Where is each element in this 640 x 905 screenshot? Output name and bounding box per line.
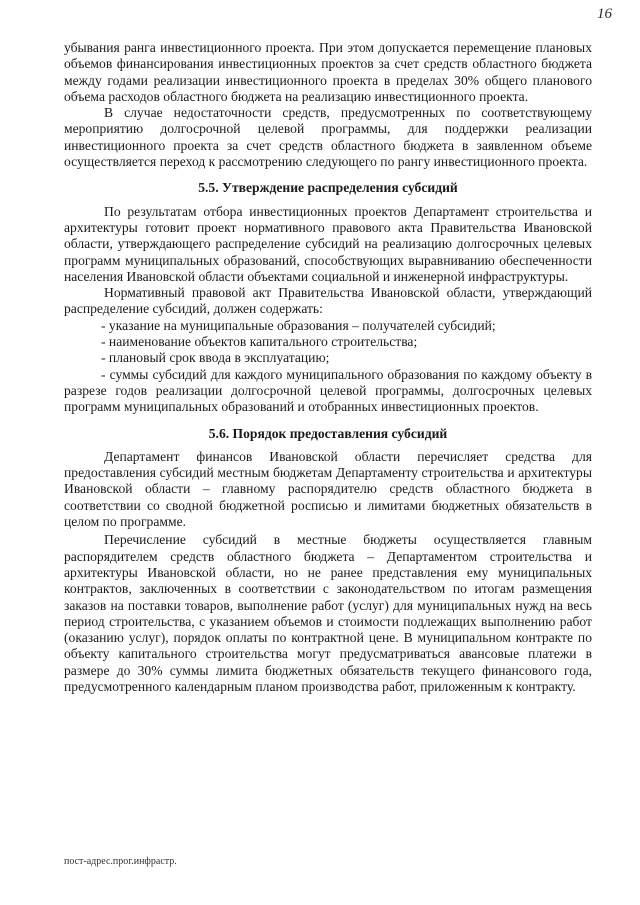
bullet-item: - указание на муниципальные образования – получателей субсидий; xyxy=(101,317,496,333)
bullet-item: - плановый срок ввода в эксплуатацию; xyxy=(101,350,330,366)
bullet-item: - наименование объектов капитального строительства; xyxy=(101,334,418,350)
page-number: 16 xyxy=(597,6,612,22)
bullet-item: - суммы субсидий для каждого муниципального образования по каждому объекту в разрезе годов реализации долгосрочной целевой программы, долгосрочных целевых программ муниципальных образований и отобранных инвестиционных проектов. xyxy=(64,366,592,415)
paragraph-selection-results: По результатам отбора инвестиционных проектов Департамент строительства и архитектуры готовит проект нормативного правового акта Правительства Ивановской области, утверждающего распределение субсидий на реализацию долгосрочных целевых программ муниципальных образований, способствующих выравниванию обеспеченности населения Ивановской области объектами социальной и инженерной инфраструктуры. xyxy=(64,203,592,284)
section-heading-5-5: 5.5. Утверждение распределения субсидий xyxy=(198,180,458,196)
paragraph-insufficient-funds: В случае недостаточности средств, предусмотренных по соответствующему мероприятию долгосрочной целевой программы, для поддержки реализации инвестиционного проекта за счет средств областного бюджета в заявленном объеме осуществляется переход к рассмотрению следующего по рангу инвестиционного проекта. xyxy=(64,105,592,170)
paragraph-continuation: убывания ранга инвестиционного проекта. При этом допускается перемещение плановых объемов финансирования инвестиционных проектов за счет средств областного бюджета между годами реализации инвестиционного проекта в пределах 30% общего планового объема расходов областного бюджета на реализацию инвестиционного проекта. xyxy=(64,40,592,104)
paragraph-finance-department: Департамент финансов Ивановской области перечисляет средства для предоставления субсидий местным бюджетам Департаменту строительства и архитектуры Ивановской области – главному распорядителю средств областного бюджета в соответствии со сводной бюджетной росписью и лимитами бюджетных обязательств в целом по программе. xyxy=(64,448,592,530)
section-heading-5-6: 5.6. Порядок предоставления субсидий xyxy=(208,425,448,441)
document-body xyxy=(64,40,592,695)
footer-file-path: пост-адрес.прог.инфрастр. xyxy=(64,856,177,867)
paragraph-normative-act: Нормативный правовой акт Правительства Ивановской области, утверждающий распределение субсидий, должен содержать: xyxy=(64,285,592,317)
paragraph-subsidy-transfer: Перечисление субсидий в местные бюджеты осуществляется главным распорядителем средств областного бюджета – Департаментом строительства и архитектуры Ивановской области, но не ранее представления ему муниципальных контрактов, заключенных в соответствии с законодательством по итогам размещения заказов на поставки товаров, выполнение работ (услуг) для муниципальных нужд на весь период строительства, с указанием объемов и стоимости подлежащих выполнению работ (оказанию услуг), порядок оплаты по контрактной цене. В муниципальном контракте по объекту капитального строительства могут предусматриваться авансовые платежи в размере до 30% суммы лимита бюджетных обязательств текущего финансового года, предусмотренного календарным планом производства работ, приложенным к контракту. xyxy=(64,532,592,694)
